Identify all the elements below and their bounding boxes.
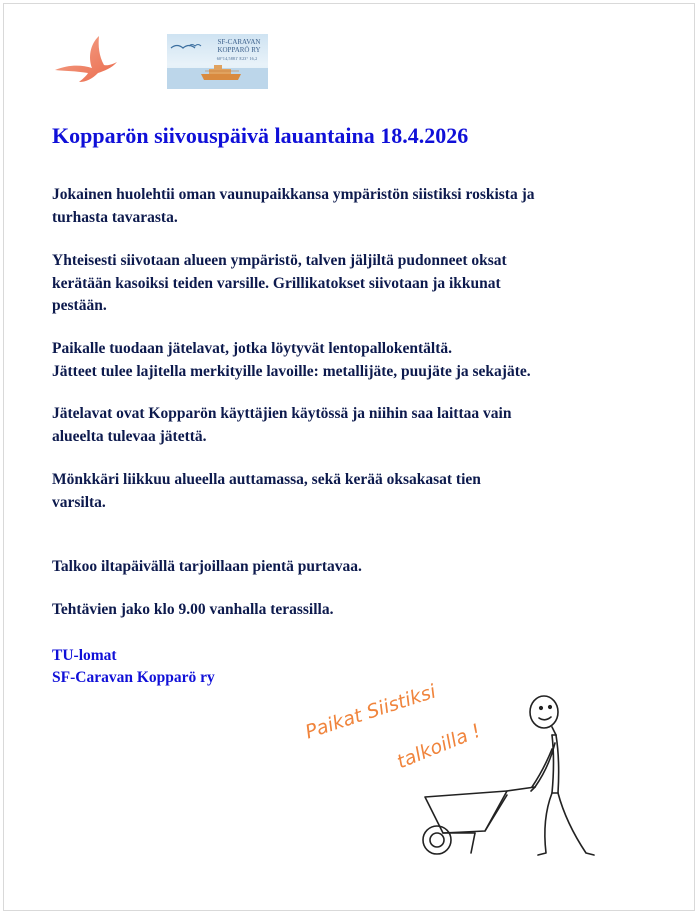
club-logo-icon [167,34,268,89]
text-line: Mönkkäri liikkuu alueella auttamassa, sekä kerää oksakasat tien [52,471,481,488]
signature-line: TU-lomat [52,647,117,664]
paragraph-container-use [52,403,662,448]
stick-figure-wheelbarrow-icon [405,685,620,865]
text-line: kerätään kasoiksi teiden varsille. Grillikatokset siivotaan ja ikkunat [52,274,501,292]
text-line: varsilta. [52,493,106,511]
club-logo-title: SF-CARAVAN KOPPARÖ RY [217,38,261,54]
text-line: Paikalle tuodaan jätelavat, jotka löytyvät lentopallokentältä. [52,340,452,357]
text-line: pestään. [52,297,107,314]
text-line: Jokainen huolehtii oman vaunupaikkansa ympäristön siistiksi roskista ja [52,186,535,203]
text-line: alueelta tulevaa jätettä. [52,427,207,445]
text-line: Jätteet tulee lajitella merkityille lavoille: metallijäte, puujäte ja sekajäte. [52,362,531,380]
page-title: Kopparön siivouspäivä lauantaina 18.4.2026 [52,123,469,148]
bird-logo-icon [52,34,118,84]
paragraph-atv [52,469,662,514]
slogan-line-2: talkoilla ! [393,719,484,774]
paragraph-own-site [52,184,662,229]
text-line: Talkoo iltapäivällä tarjoillaan pientä purtavaa. [52,558,362,575]
signature-line: SF-Caravan Kopparö ry [52,669,215,686]
paragraph-snacks [52,556,662,579]
paragraph-waste-containers [52,338,662,383]
paragraph-common-cleaning [52,250,662,318]
text-line: turhasta tavarasta. [52,208,178,226]
club-logo-coords: 60°14,5881' E23° 16,2 [216,56,258,61]
text-line: Yhteisesti siivotaan alueen ympäristö, talven jäljiltä pudonneet oksat [52,252,507,269]
slogan-line-1: Paikat Siistiksi [302,680,439,744]
text-line: Jätelavat ovat Kopparön käyttäjien käytössä ja niihin saa laittaa vain [52,405,512,422]
text-line: Tehtävien jako klo 9.00 vanhalla terassilla. [52,601,334,618]
paragraph-task-assignment [52,599,662,622]
signature [52,645,215,689]
